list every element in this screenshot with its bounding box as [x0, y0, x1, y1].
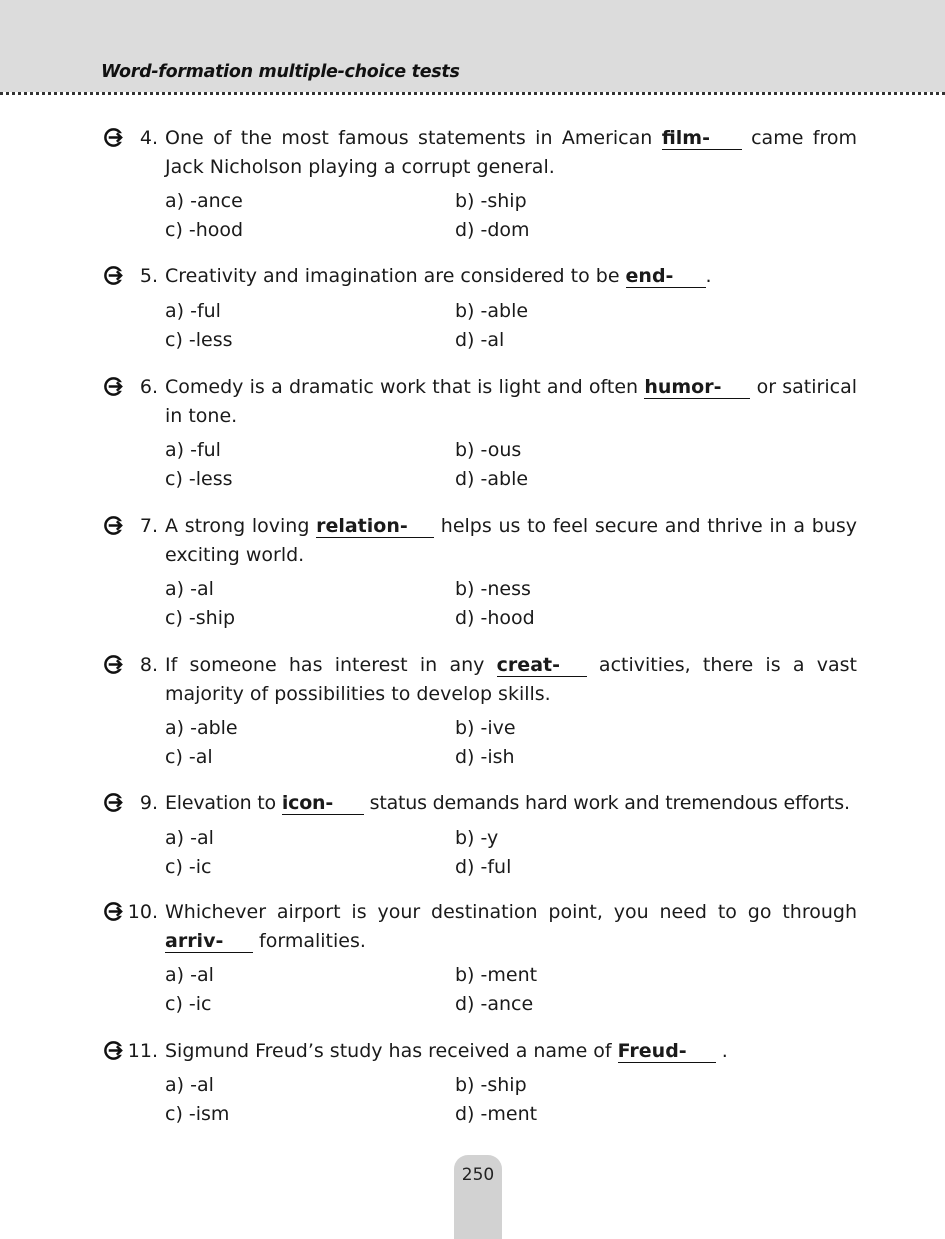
question-number: 10.: [127, 901, 158, 923]
question-text: If someone has interest in any creat- activities, there is a vast majority of possibilities to develop skills.: [165, 654, 857, 705]
arrow-bullet-icon: [103, 265, 124, 286]
question-number: 11.: [127, 1040, 158, 1062]
option-a[interactable]: a) -al: [165, 1074, 214, 1096]
option-c[interactable]: c) -ism: [165, 1103, 230, 1125]
option-d[interactable]: d) -dom: [455, 219, 530, 241]
dotted-divider: [0, 92, 945, 95]
arrow-bullet-icon: [103, 792, 124, 813]
option-b[interactable]: b) -ship: [455, 1074, 527, 1096]
arrow-bullet-icon: [103, 901, 124, 922]
arrow-bullet-icon: [103, 127, 124, 148]
question-number: 9.: [139, 792, 158, 814]
option-d[interactable]: d) -al: [455, 329, 505, 351]
arrow-bullet-icon: [103, 1040, 124, 1061]
arrow-bullet-icon: [103, 654, 124, 675]
option-b[interactable]: b) -ous: [455, 439, 522, 461]
answer-blank: creat-: [497, 654, 587, 677]
option-b[interactable]: b) -ness: [455, 578, 531, 600]
option-c[interactable]: c) -less: [165, 329, 233, 351]
option-d[interactable]: d) -ment: [455, 1103, 538, 1125]
option-b[interactable]: b) -ive: [455, 717, 516, 739]
answer-blank: end-: [626, 265, 706, 288]
option-d[interactable]: d) -ish: [455, 746, 515, 768]
question-text: Elevation to icon- status demands hard work and tremendous efforts.: [165, 792, 850, 814]
option-c[interactable]: c) -ship: [165, 607, 236, 629]
question-number: 5.: [139, 265, 158, 287]
option-d[interactable]: d) -ance: [455, 993, 534, 1015]
option-a[interactable]: a) -ful: [165, 439, 221, 461]
question-number: 4.: [139, 127, 158, 149]
question-number: 7.: [139, 515, 158, 537]
option-b[interactable]: b) -ship: [455, 190, 527, 212]
option-c[interactable]: c) -hood: [165, 219, 244, 241]
page-number: 250: [461, 1165, 495, 1185]
option-b[interactable]: b) -ment: [455, 964, 538, 986]
option-a[interactable]: a) -able: [165, 717, 238, 739]
question-text: One of the most famous statements in American film- came from Jack Nicholson playing a corrupt general.: [165, 127, 857, 178]
option-d[interactable]: d) -hood: [455, 607, 535, 629]
question-number: 6.: [139, 376, 158, 398]
option-a[interactable]: a) -ful: [165, 300, 221, 322]
option-c[interactable]: c) -ic: [165, 993, 212, 1015]
option-c[interactable]: c) -less: [165, 468, 233, 490]
option-b[interactable]: b) -able: [455, 300, 529, 322]
question-text: Whichever airport is your destination point, you need to go through arriv- formalities.: [165, 901, 857, 952]
answer-blank: Freud-: [618, 1040, 716, 1063]
question-text: A strong loving relation- helps us to feel secure and thrive in a busy exciting world.: [165, 515, 858, 566]
option-b[interactable]: b) -y: [455, 827, 499, 849]
option-d[interactable]: d) -ful: [455, 856, 512, 878]
question-text: Creativity and imagination are considered to be end- .: [165, 265, 712, 287]
option-c[interactable]: c) -al: [165, 746, 213, 768]
page-header-title: Word-formation multiple-choice tests: [101, 62, 460, 82]
arrow-bullet-icon: [103, 515, 124, 536]
option-a[interactable]: a) -al: [165, 827, 214, 849]
option-a[interactable]: a) -ance: [165, 190, 243, 212]
question-text: Sigmund Freud’s study has received a name of Freud- .: [165, 1040, 728, 1062]
answer-blank: icon-: [282, 792, 364, 815]
option-d[interactable]: d) -able: [455, 468, 529, 490]
answer-blank: arriv-: [165, 930, 253, 953]
answer-blank: humor-: [644, 376, 750, 399]
option-c[interactable]: c) -ic: [165, 856, 212, 878]
option-a[interactable]: a) -al: [165, 964, 214, 986]
page-header: [0, 0, 945, 92]
arrow-bullet-icon: [103, 376, 124, 397]
answer-blank: film-: [662, 127, 742, 150]
page-number-tab: [454, 1155, 502, 1239]
option-a[interactable]: a) -al: [165, 578, 214, 600]
question-text: Comedy is a dramatic work that is light and often humor- or satirical in tone.: [165, 376, 857, 427]
answer-blank: relation-: [316, 515, 434, 538]
question-number: 8.: [139, 654, 158, 676]
